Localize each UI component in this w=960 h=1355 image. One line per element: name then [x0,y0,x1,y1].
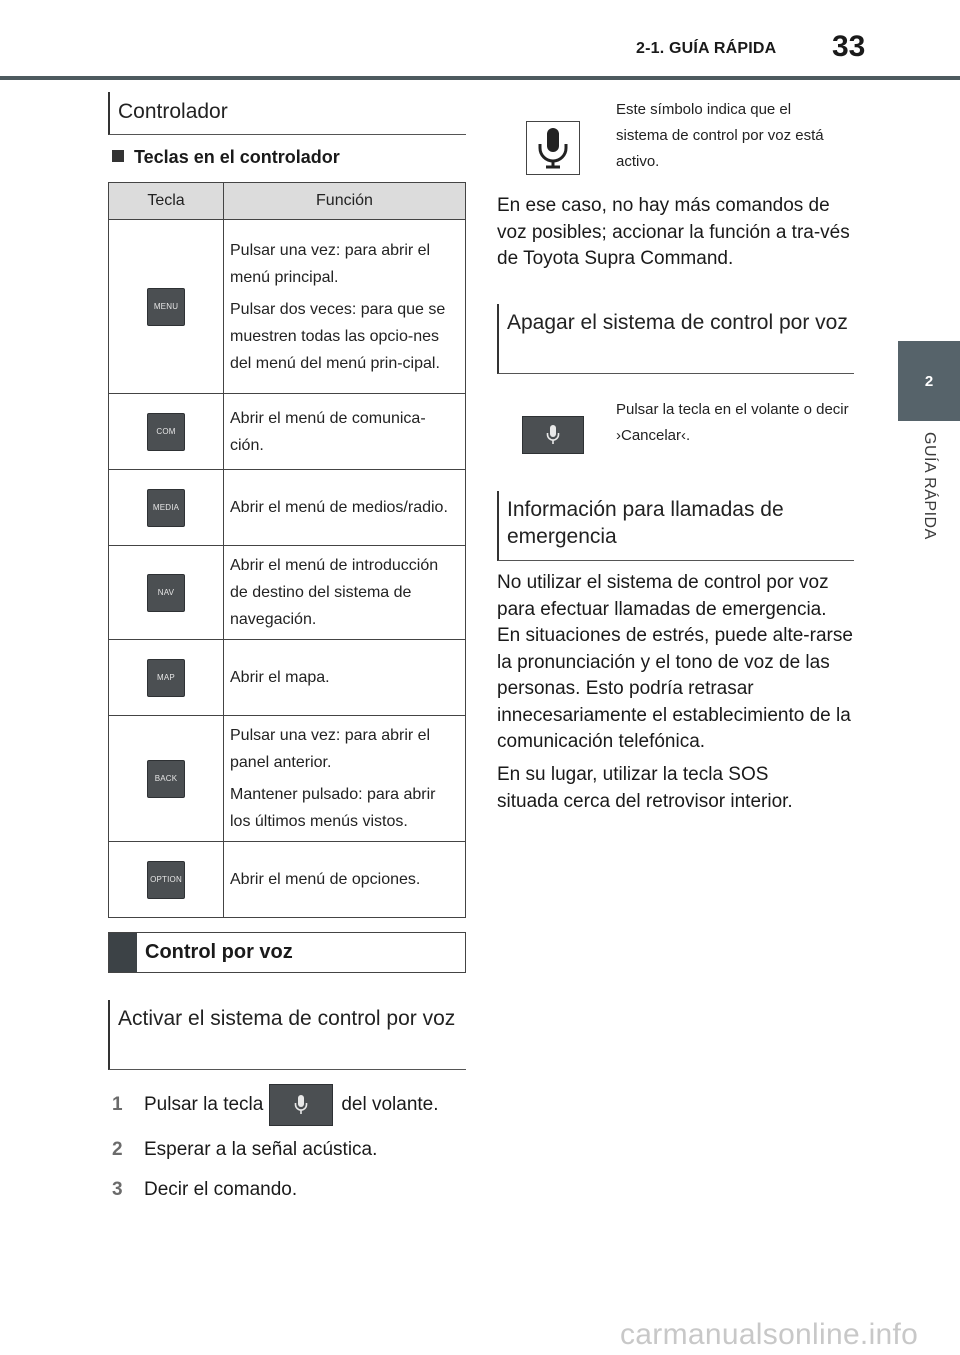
no-more-commands-text: En ese caso, no hay más comandos de voz posibles; accionar la función a tra-vés de Toyota Supra Command. [497,195,850,269]
apagar-heading: Apagar el sistema de control por voz [497,304,854,374]
function-text: Abrir el menú de comunica-ción. [230,409,426,454]
table-row [109,842,466,918]
function-text: Mantener pulsado: para abrir los últimos menús vistos. [230,786,436,830]
function-text: Pulsar dos veces: para que se muestren todas las opcio-nes del menú del menú prin-cipal. [230,300,446,372]
menu-key-icon: MENU [147,288,185,326]
media-key-icon: MEDIA [147,489,185,527]
table-row [109,394,466,470]
function-text: Pulsar una vez: para abrir el panel anterior. [230,727,431,771]
keys-table [108,182,466,918]
back-key-icon: BACK [147,760,185,798]
emergencia-sos-paragraph: En su lugar, utilizar la tecla SOS situada cerca del retrovisor interior. [497,764,793,812]
activar-heading: Activar el sistema de control por voz [108,1000,466,1070]
voice-active-symbol-icon [526,121,580,175]
chapter-number: 2 [924,373,934,390]
table-row [109,220,466,394]
com-key-icon: COM [147,413,185,451]
nav-key-icon: NAV [147,574,185,612]
map-key-icon: MAP [147,659,185,697]
chapter-label: GUÍA RÁPIDA [921,432,938,540]
step-2: 2 Esperar a la señal acústica. [112,1139,378,1160]
page-number: 33 [832,30,866,63]
section-title: 2-1. GUÍA RÁPIDA [636,40,777,57]
function-text: Abrir el menú de opciones. [230,871,421,888]
emergencia-heading: Información para llamadas de emergencia [497,491,854,561]
function-text: Abrir el menú de medios/radio. [230,499,448,516]
symbol-note: Este símbolo indica que el sistema de control por voz está activo. [616,101,824,170]
table-row [109,470,466,546]
function-text: Pulsar una vez: para abrir el menú principal. [230,241,431,286]
microphone-key-icon [269,1084,333,1126]
column-header-function: Función [224,183,466,220]
step-3: 3 Decir el comando. [112,1179,298,1200]
apagar-note: Pulsar la tecla en el volante o decir ›Cancelar‹. [616,401,849,444]
watermark: carmanualsonline.info [620,1318,919,1351]
bullet-square-icon [112,150,124,162]
table-row [109,546,466,640]
function-text: Abrir el menú de introducción de destino del sistema de navegación. [230,557,439,628]
column-header-key: Tecla [109,183,224,220]
function-text: Abrir el mapa. [230,669,330,686]
control-por-voz-heading: Control por voz [108,932,466,973]
option-key-icon: OPTION [147,861,185,899]
header-rule [0,76,960,80]
heading-block [109,933,137,972]
table-row [109,716,466,842]
microphone-key-icon [522,416,584,454]
step-1: 1 Pulsar la tecla del volante. [112,1084,439,1126]
table-row [109,640,466,716]
teclas-subheading: Teclas en el controlador [112,147,340,168]
controlador-heading: Controlador [108,92,466,135]
emergencia-paragraph: No utilizar el sistema de control por voz para efectuar llamadas de emergencia. En situaciones de estrés, puede alte-rarse la pronunciación y el tono de voz de las personas. Esto podría retrasar innecesariamente el establecimiento de la comunicación telefónica. [497,572,853,752]
